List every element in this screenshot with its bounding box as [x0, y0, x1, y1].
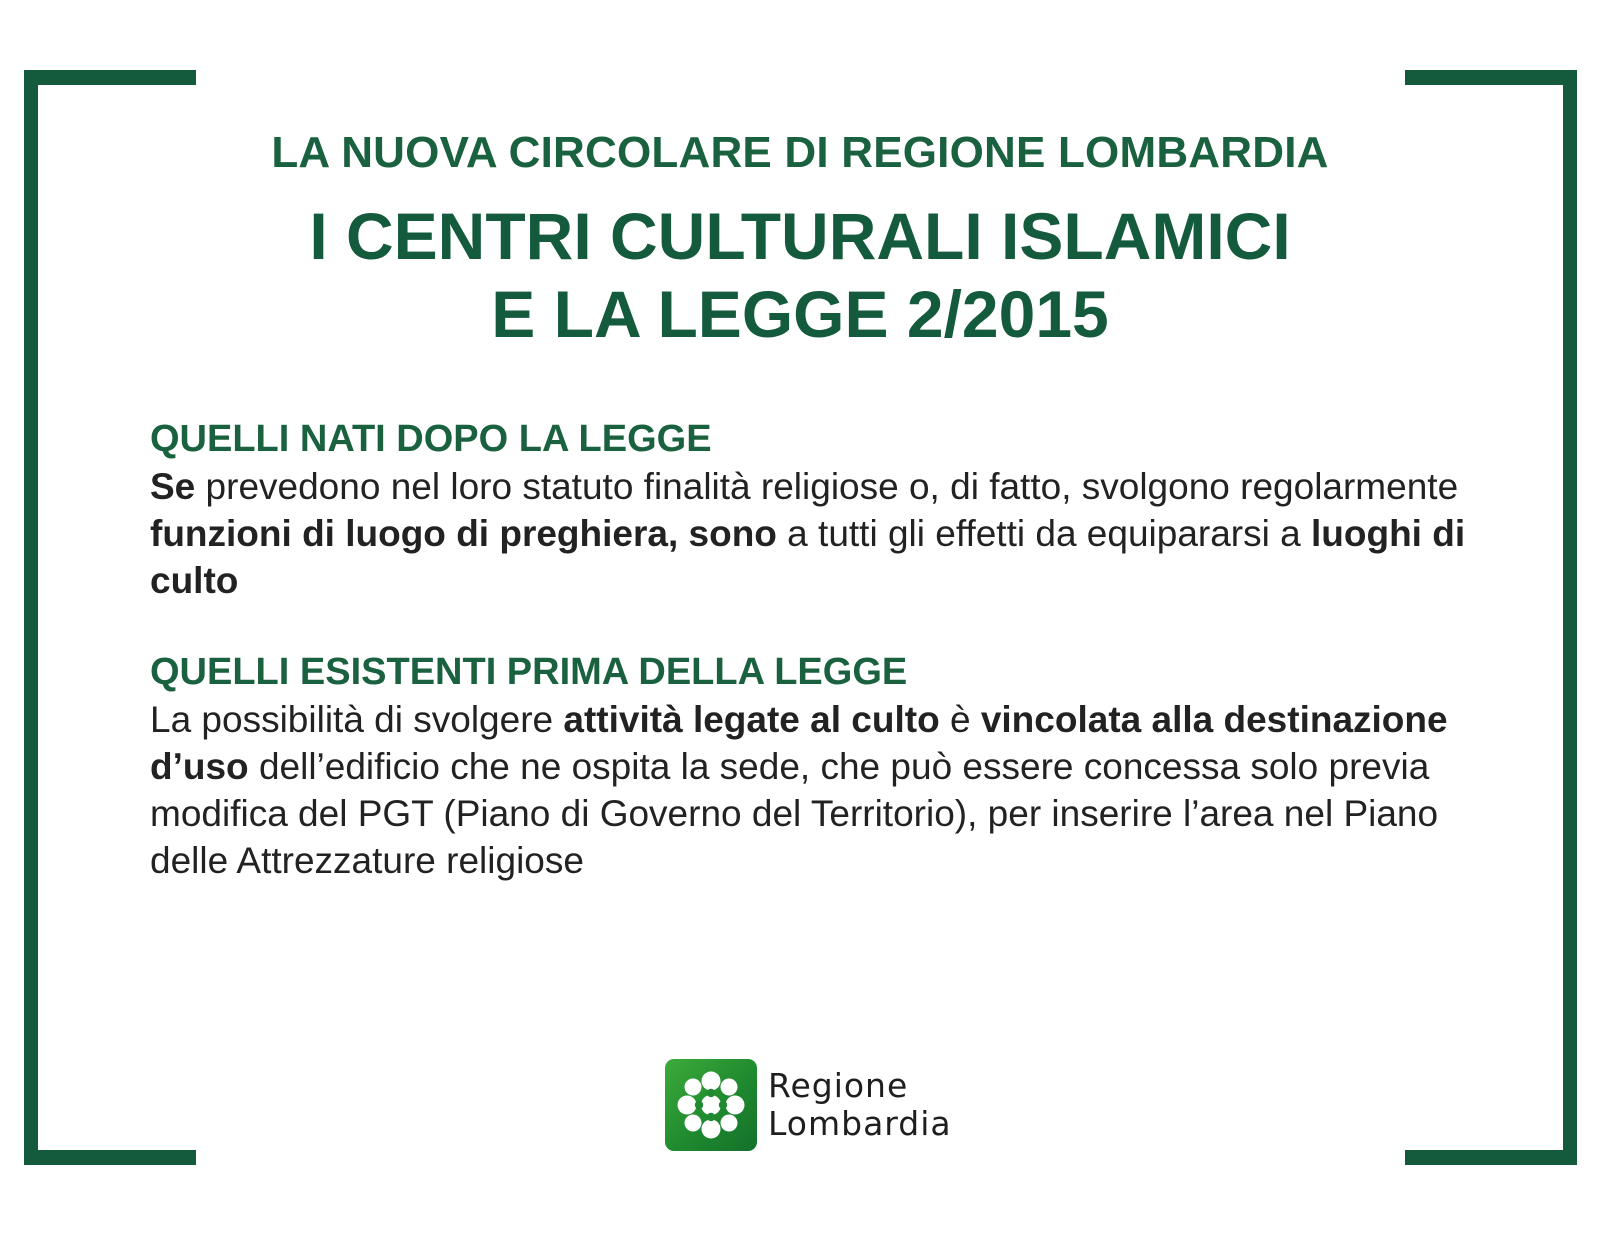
- body-run: funzioni di luogo di preghiera, sono: [150, 513, 777, 554]
- frame-bracket-right-top: [1405, 70, 1577, 85]
- body-run: prevedono nel loro statuto finalità religiose o, di fatto, svolgono regolarmente: [195, 466, 1459, 507]
- headline-line-1: I CENTRI CULTURALI ISLAMICI: [309, 199, 1291, 273]
- body-run: Se: [150, 466, 196, 507]
- section-title: QUELLI NATI DOPO LA LEGGE: [150, 418, 712, 460]
- section-body: [150, 696, 1470, 884]
- logo-text: [768, 1067, 952, 1143]
- frame-bracket-left-bottom: [24, 1150, 196, 1165]
- section-body: [150, 463, 1470, 604]
- body-run: è: [939, 699, 981, 740]
- lombardy-rose-icon: [665, 1059, 757, 1151]
- headline-line-2: E LA LEGGE 2/2015: [491, 277, 1109, 351]
- regione-lombardia-logo: [665, 1059, 977, 1151]
- logo-line-1: Regione: [768, 1066, 909, 1105]
- kicker-title: LA NUOVA CIRCOLARE DI REGIONE LOMBARDIA: [271, 128, 1329, 177]
- body-run: vincolata alla destinazione d’uso: [150, 699, 1448, 787]
- frame-bracket-left-top: [24, 70, 196, 85]
- body-run: luoghi di culto: [150, 513, 1466, 601]
- body-run: dell’edificio che ne ospita la sede, che può essere concessa solo previa modifica del PGT (Piano di Governo del Territorio), per inserire l’area nel Piano delle Attrezzature religiose: [150, 746, 1439, 881]
- body-run: a tutti gli effetti da equipararsi a: [776, 513, 1311, 554]
- frame-bracket-right-bottom: [1405, 1150, 1577, 1165]
- section-before-law: [150, 648, 1470, 884]
- section-after-law: [150, 415, 1470, 604]
- body-run: attività legate al culto: [563, 699, 940, 740]
- logo-line-2: Lombardia: [768, 1104, 952, 1143]
- section-title: QUELLI ESISTENTI PRIMA DELLA LEGGE: [150, 651, 908, 693]
- body-run: La possibilità di svolgere: [150, 699, 564, 740]
